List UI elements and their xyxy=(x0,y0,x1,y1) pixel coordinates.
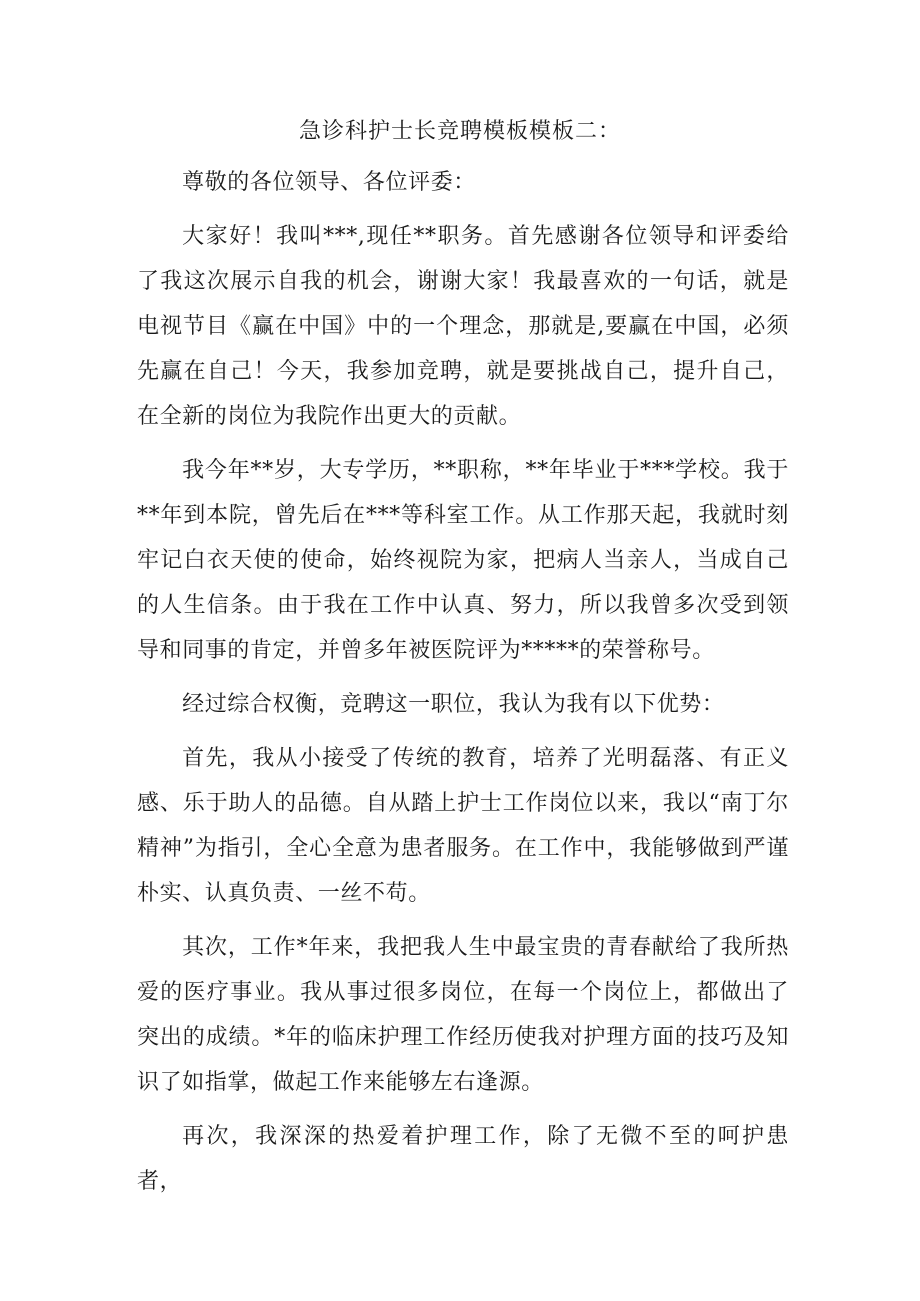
second-advantage-paragraph: 其次，工作*年来，我把我人生中最宝贵的青春献给了我所热爱的医疗事业。我从事过很多岗位，在每一个岗位上，都做出了突出的成绩。*年的临床护理工作经历使我对护理方面的技巧及知识了如指掌，做起工作来能够左右逢源。 xyxy=(137,935,789,1095)
greeting-paragraph: 大家好！我叫***,现任**职务。首先感谢各位领导和评委给了我这次展示自我的机会，谢谢大家！我最喜欢的一句话，就是电视节目《赢在中国》中的一个理念，那就是,要赢在中国，必须先赢在自己！今天，我参加竞聘，就是要挑战自己，提升自己，在全新的岗位为我院作出更大的贡献。 xyxy=(137,224,789,429)
background-paragraph: 我今年**岁，大专学历，**职称，**年毕业于***学校。我于**年到本院，曾先后在***等科室工作。从工作那天起，我就时刻牢记白衣天使的使命，始终视院为家，把病人当亲人，当成自己的人生信条。由于我在工作中认真、努力，所以我曾多次受到领导和同事的肯定，并曾多年被医院评为*****的荣誉称号。 xyxy=(137,458,789,663)
first-advantage-paragraph: 首先，我从小接受了传统的教育，培养了光明磊落、有正义感、乐于助人的品德。自从踏上护士工作岗位以来，我以“南丁尔精神”为指引，全心全意为患者服务。在工作中，我能够做到严谨朴实、认真负责、一丝不苟。 xyxy=(137,746,789,906)
document-title: 急诊科护士长竞聘模板模板二： xyxy=(298,119,621,144)
document-body xyxy=(137,160,789,1204)
third-advantage-paragraph: 再次，我深深的热爱着护理工作，除了无微不至的呵护患者， xyxy=(137,1124,789,1194)
salutation-paragraph: 尊敬的各位领导、各位评委： xyxy=(182,170,476,195)
advantages-intro-paragraph: 经过综合权衡，竞聘这一职位，我认为我有以下优势： xyxy=(182,692,725,717)
